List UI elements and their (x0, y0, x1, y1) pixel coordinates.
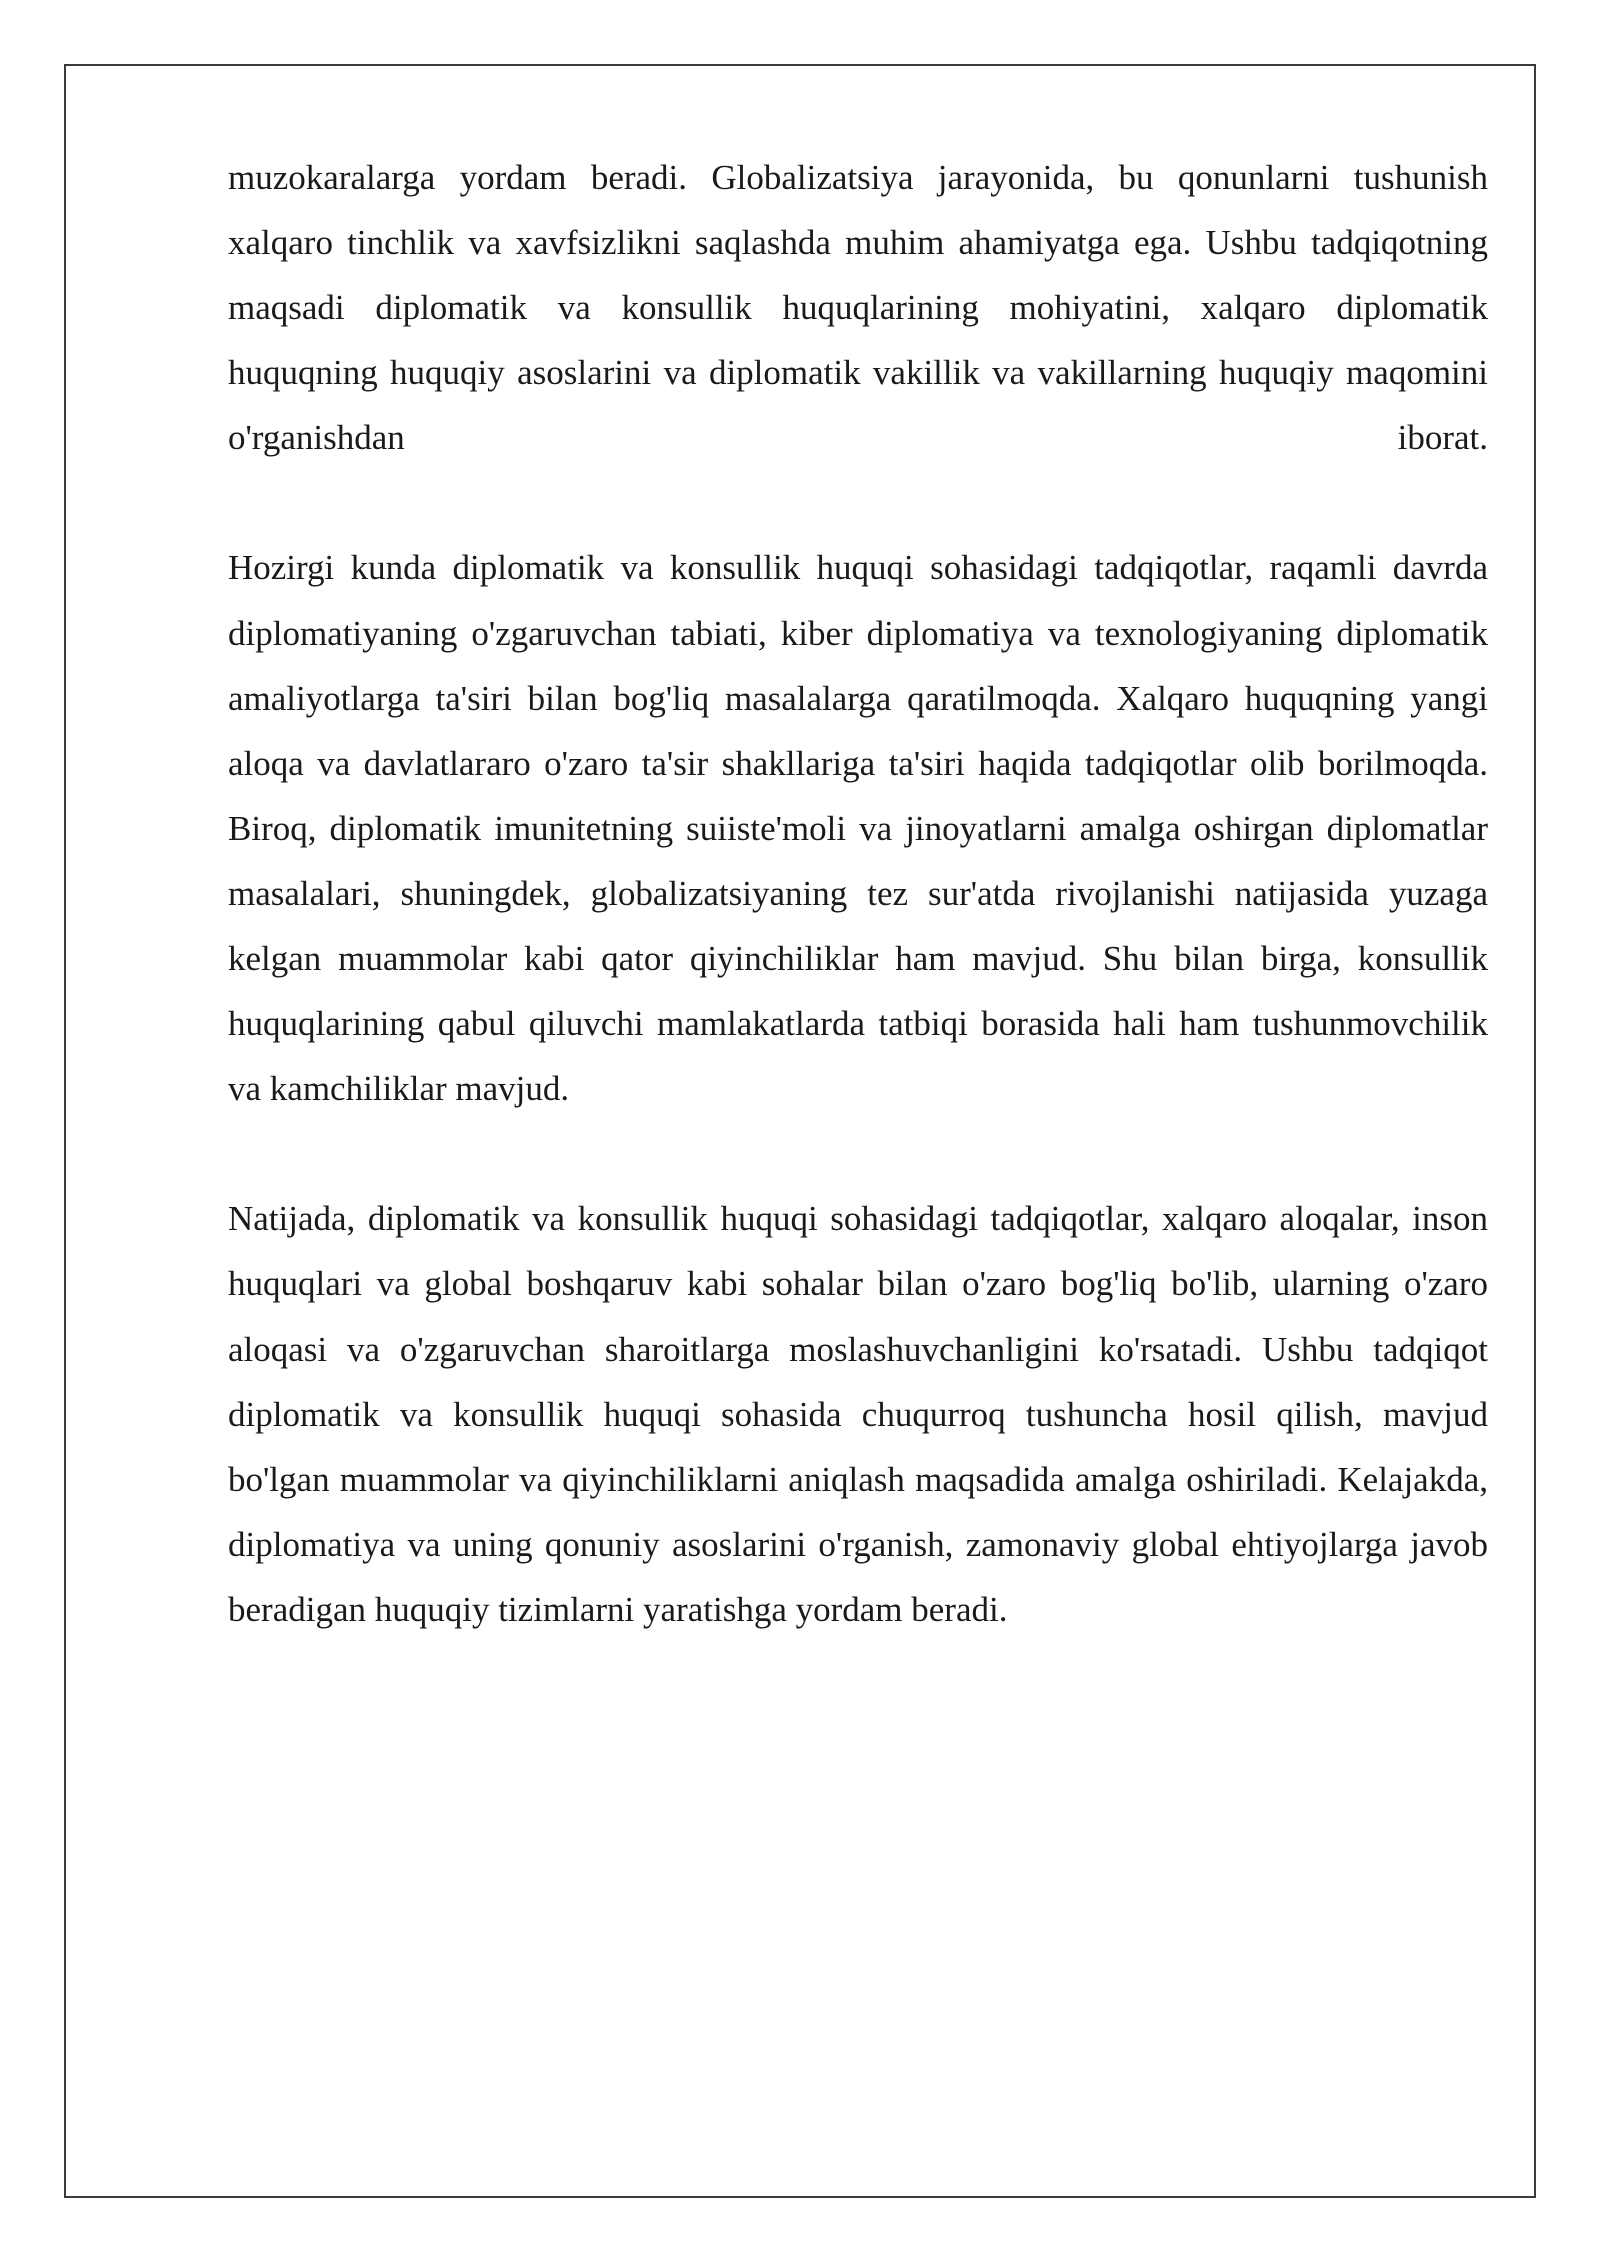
paragraph-3: Natijada, diplomatik va konsullik huquqi sohasidagi tadqiqotlar, xalqaro aloqalar, inson huquqlari va global boshqaruv kabi sohalar bilan o'zaro bog'liq bo'lib, ularning o'zaro aloqasi va o'zgaruvchan sharoitlarga moslashuvchanligini ko'rsatadi. Ushbu tadqiqot diplomatik va konsullik huquqi sohasida chuqurroq tushuncha hosil qilish, mavjud bo'lgan muammolar va qiyinchiliklarni aniqlash maqsadida amalga oshiriladi. Kelajakda, diplomatiya va uning qonuniy asoslarini o'rganish, zamonaviy global ehtiyojlarga javob beradigan huquqiy tizimlarni yaratishga yordam beradi. (228, 1199, 1488, 1629)
paragraph-1: muzokaralarga yordam beradi. Globalizatsiya jarayonida, bu qonunlarni tushunish xalqaro tinchlik va xavfsizlikni saqlashda muhim ahamiyatga ega. Ushbu tadqiqotning maqsadi diplomatik va konsullik huquqlarining mohiyatini, xalqaro diplomatik huquqning huquqiy asoslarini va diplomatik vakillik va vakillarning huquqiy maqomini o'rganishdan iborat. (228, 158, 1488, 458)
document-body (228, 145, 1488, 1642)
paragraph-2: Hozirgi kunda diplomatik va konsullik huquqi sohasidagi tadqiqotlar, raqamli davrda diplomatiyaning o'zgaruvchan tabiati, kiber diplomatiya va texnologiyaning diplomatik amaliyotlarga ta'siri bilan bog'liq masalalarga qaratilmoqda. Xalqaro huquqning yangi aloqa va davlatlararo o'zaro ta'sir shakllariga ta'siri haqida tadqiqotlar olib borilmoqda. Biroq, diplomatik imunitetning suiiste'moli va jinoyatlarni amalga oshirgan diplomatlar masalalari, shuningdek, globalizatsiyaning tez sur'atda rivojlanishi natijasida yuzaga kelgan muammolar kabi qator qiyinchiliklar ham mavjud. Shu bilan birga, konsullik huquqlarining qabul qiluvchi mamlakatlarda tatbiqi borasida hali ham tushunmovchilik va kamchiliklar mavjud. (228, 548, 1488, 1109)
